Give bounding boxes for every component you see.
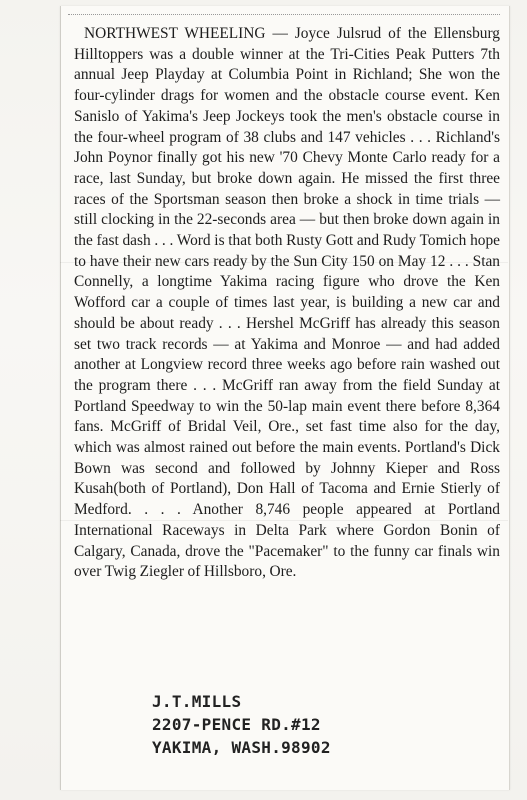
article-body: NORTHWEST WHEELING — Joyce Julsrud of the Ellensburg Hilltoppers was a double winner at the Tri-Cities Peak Putters 7th annual Jeep Playday at Columbia Point in Richland; She won the four-cylinder drags for women and the obstacle course event. Ken Sanislo of Yakima's Jeep Jockeys took the men's obstacle course in the four-wheel program of 38 clubs and 147 vehicles . . . Richland's John Poynor finally got his new '70 Chevy Monte Carlo ready for a race, last Sunday, but broke down again. He missed the first three races of the Sportsman season then broke a shock in time trials — still clocking in the 22-seconds area — but then broke down again in the fast dash . . . Word is that both Rusty Gott and Rudy Tomich hope to have their new cars ready by the Sun City 150 on May 12 . . . Stan Connelly, a longtime Yakima racing figure who drove the Ken Wofford car a couple of times last year, is building a new car and should be about ready . . . Hershel McGriff has already this season set two track records — at Yakima and Monroe — and had added another at Longview record three weeks ago before rain washed out the program there . . . McGriff ran away from the field Sunday at Portland Speedway to win the 50-lap main event there before 8,364 fans. McGriff of Bridal Veil, Ore., set fast time also for the day, which was almost rained out before the main events. Portland's Dick Bown was second and followed by Johnny Kieper and Ross Kusah(both of Portland), Don Hall of Tacoma and Ernie Stierly of Medford. . . . Another 8,746 people appeared at Portland International Raceways in Delta Park where Gordon Bonin of Calgary, Canada, drove the "Pacemaker" to the funny car finals win over Twig Ziegler of Hillsboro, Ore.: [74, 25, 500, 581]
stamp-street: 2207-PENCE RD.#12: [152, 715, 321, 734]
address-stamp: [152, 690, 331, 759]
stamp-city: YAKIMA, WASH.98902: [152, 738, 331, 757]
stamp-name: J.T.MILLS: [152, 692, 242, 711]
cut-off-masthead: [68, 4, 500, 15]
